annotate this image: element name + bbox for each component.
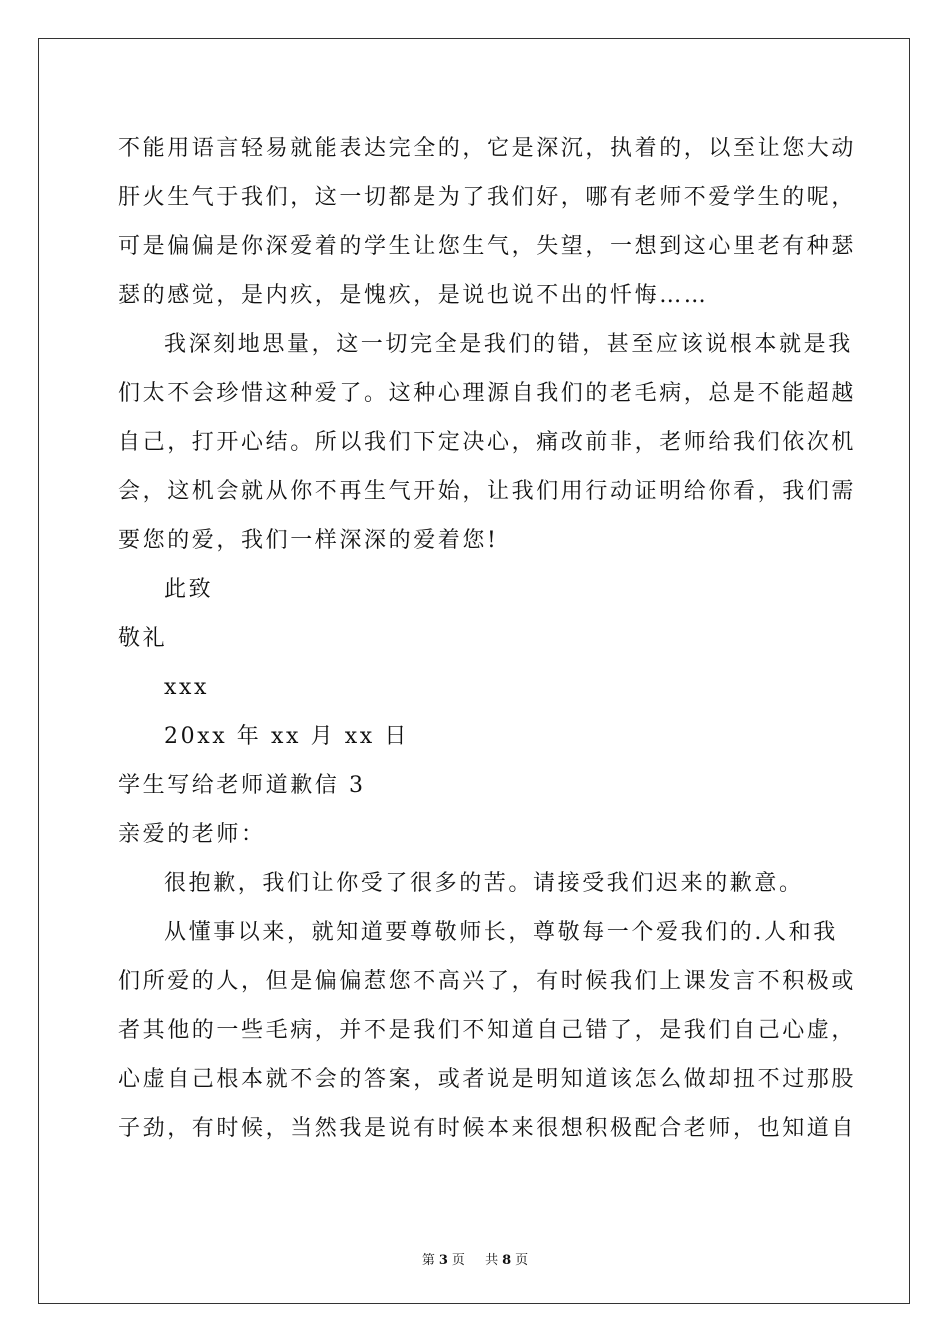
total-prefix: 共 — [485, 1253, 499, 1268]
total-pages: 8 — [502, 1253, 512, 1268]
paragraph-line: 子劲，有时候，当然我是说有时候本来很想积极配合老师，也知道自 — [118, 1116, 857, 1141]
closing-salutation: 此致 — [164, 577, 214, 602]
closing-regards: 敬礼 — [118, 626, 168, 651]
page-total — [481, 1253, 532, 1268]
paragraph-line: 们太不会珍惜这种爱了。这种心理源自我们的老毛病，总是不能超越 — [118, 381, 857, 406]
paragraph-line: 很抱歉，我们让你受了很多的苦。请接受我们迟来的歉意。 — [164, 871, 804, 896]
total-suffix: 页 — [515, 1253, 529, 1268]
signature-name: xxx — [164, 675, 210, 700]
paragraph-line: 会，这机会就从你不再生气开始，让我们用行动证明给你看，我们需 — [118, 479, 857, 504]
letter-greeting: 亲爱的老师： — [118, 822, 266, 847]
paragraph-line: 瑟的感觉，是内疚，是愧疚，是说也说不出的忏悔…… — [118, 283, 709, 308]
paragraph-line: 们所爱的人，但是偏偏惹您不高兴了，有时候我们上课发言不积极或 — [118, 969, 857, 994]
paragraph-line: 者其他的一些毛病，并不是我们不知道自己错了，是我们自己心虚， — [118, 1018, 857, 1043]
paragraph-line: 心虚自己根本就不会的答案，或者说是明知道该怎么做却扭不过那股 — [118, 1067, 857, 1092]
section-title: 学生写给老师道歉信 3 — [118, 773, 366, 798]
page-footer — [0, 1249, 950, 1268]
page-prefix: 第 — [421, 1253, 435, 1268]
paragraph-line: 可是偏偏是你深爱着的学生让您生气，失望，一想到这心里老有种瑟 — [118, 234, 857, 259]
signature-date: 20xx 年 xx 月 xx 日 — [164, 724, 410, 749]
paragraph-line: 从懂事以来，就知道要尊敬师长，尊敬每一个爱我们的.人和我 — [164, 920, 838, 945]
document-body — [118, 124, 857, 1153]
paragraph-line: 肝火生气于我们，这一切都是为了我们好，哪有老师不爱学生的呢， — [118, 185, 857, 210]
paragraph-line: 不能用语言轻易就能表达完全的，它是深沉，执着的，以至让您大动 — [118, 136, 857, 161]
paragraph-line: 我深刻地思量，这一切完全是我们的错，甚至应该说根本就是我 — [164, 332, 853, 357]
page-number — [418, 1253, 469, 1268]
current-page: 3 — [438, 1253, 448, 1268]
paragraph-line: 要您的爱，我们一样深深的爱着您! — [118, 528, 499, 553]
page-suffix: 页 — [451, 1253, 465, 1268]
paragraph-line: 自己，打开心结。所以我们下定决心，痛改前非，老师给我们依次机 — [118, 430, 857, 455]
